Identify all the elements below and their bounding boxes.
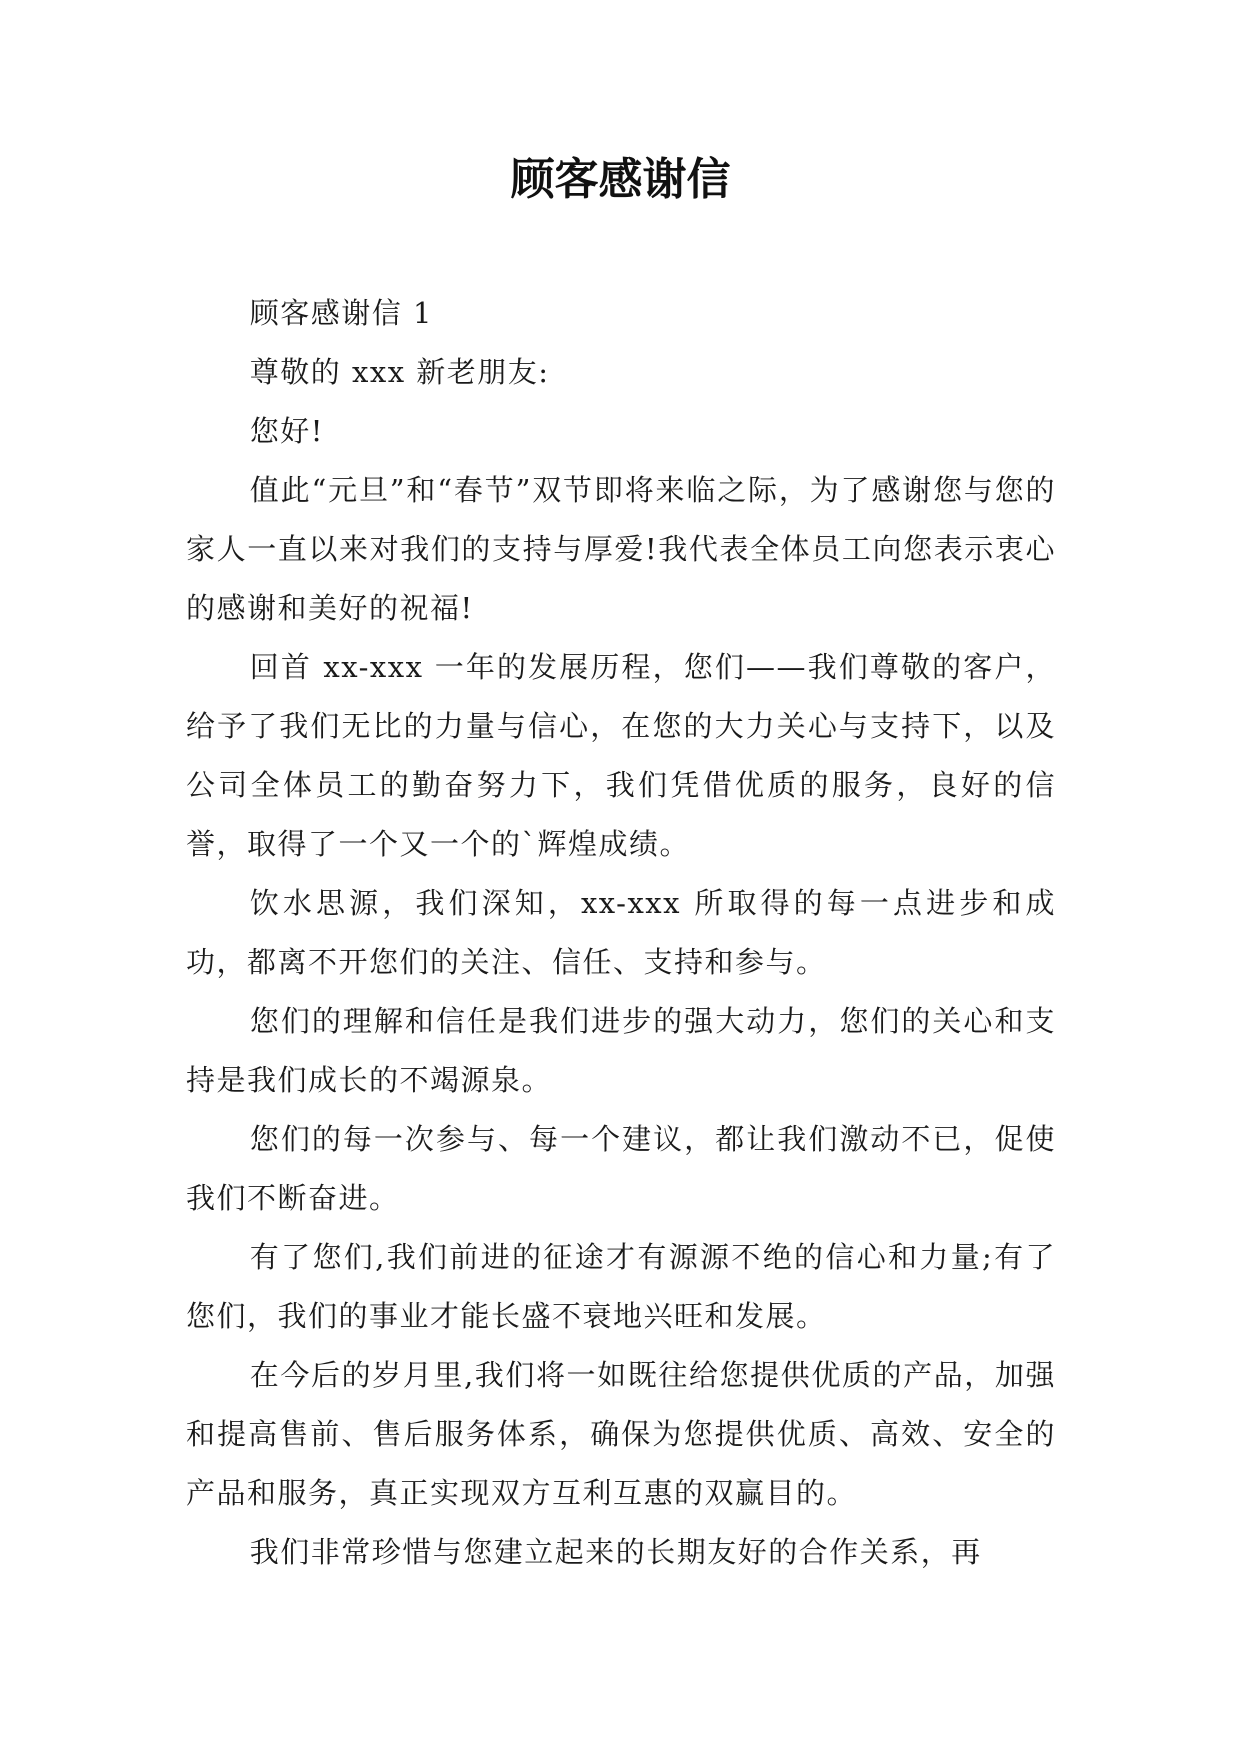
paragraph: 值此“元旦”和“春节”双节即将来临之际，为了感谢您与您的家人一直以来对我们的支持与厚爱!我代表全体员工向您表示衷心的感谢和美好的祝福! [186, 473, 1056, 625]
paragraph: 回首 xx-xxx 一年的发展历程，您们——我们尊敬的客户，给予了我们无比的力量与信心，在您的大力关心与支持下，以及公司全体员工的勤奋努力下，我们凭借优质的服务，良好的信誉，取得了一个又一个的`辉煌成绩。 [186, 650, 1056, 861]
paragraph: 您们的每一次参与、每一个建议，都让我们激动不已，促使我们不断奋进。 [186, 1122, 1056, 1215]
paragraph-salutation: 尊敬的 xxx 新老朋友: [249, 355, 550, 389]
paragraph: 在今后的岁月里,我们将一如既往给您提供优质的产品，加强和提高售前、售后服务体系，确保为您提供优质、高效、安全的产品和服务，真正实现双方互利互惠的双赢目的。 [186, 1358, 1056, 1510]
document-title: 顾客感谢信 [510, 154, 731, 205]
paragraph: 有了您们,我们前进的征途才有源源不绝的信心和力量;有了您们，我们的事业才能长盛不衰地兴旺和发展。 [186, 1240, 1056, 1333]
paragraph: 您们的理解和信任是我们进步的强大动力，您们的关心和支持是我们成长的不竭源泉。 [186, 1004, 1056, 1097]
paragraph: 我们非常珍惜与您建立起来的长期友好的合作关系，再 [249, 1535, 982, 1569]
paragraph: 饮水思源，我们深知，xx-xxx 所取得的每一点进步和成功，都离不开您们的关注、信任、支持和参与。 [186, 886, 1056, 979]
paragraph-greeting: 您好! [249, 414, 324, 448]
document-body [186, 284, 1056, 1582]
paragraph-subtitle: 顾客感谢信 1 [249, 296, 433, 330]
